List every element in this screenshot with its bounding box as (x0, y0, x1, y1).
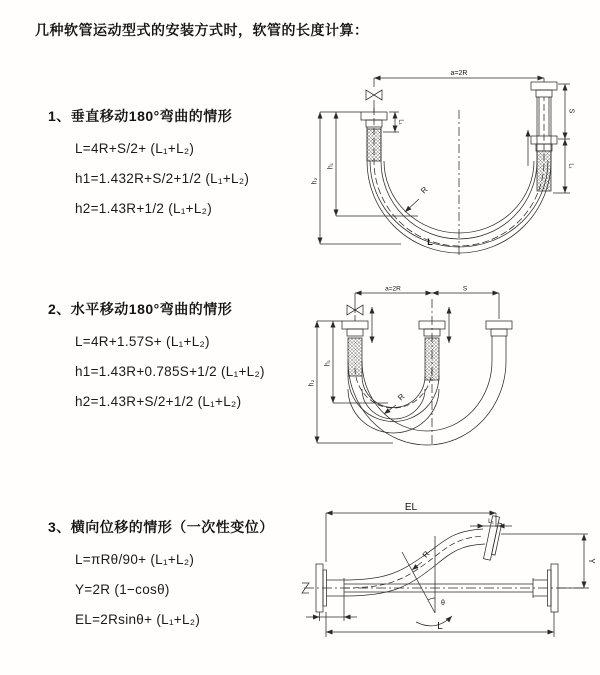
radius-label: R (420, 549, 432, 560)
diagram-lateral-displacement (296, 500, 596, 645)
dim-label-h2: h₂ (308, 379, 316, 387)
dim-label-l1: L₁ (397, 119, 404, 125)
formula-line: h1=1.43R+0.785S+1/2 (L₁+L₂) (75, 364, 265, 379)
formula-line: h1=1.432R+S/2+1/2 (L₁+L₂) (75, 171, 250, 186)
dim-l1-right (553, 139, 574, 193)
dim-label-a2r: a=2R (450, 70, 468, 77)
formula-line: h2=1.43R+S/2+1/2 (L₁+L₂) (75, 394, 242, 409)
section-3-formulas (75, 545, 274, 635)
formula-line: L=πRθ/90+ (L₁+L₂) (75, 552, 195, 567)
dim-s (432, 286, 499, 320)
length-label-l: L (427, 237, 433, 247)
s-curve-hose (344, 529, 485, 596)
u-hose (367, 97, 551, 258)
radius-label: R (396, 392, 407, 403)
section-1-heading: 1、垂直移动180°弯曲的情形 (48, 108, 233, 124)
dim-label-l1: L₁ (567, 163, 574, 169)
dim-label-s: S (567, 108, 575, 114)
right-flange-fitting (486, 321, 512, 361)
radius-callout (405, 185, 430, 212)
section-2-heading: 2、水平移动180°弯曲的情形 (48, 301, 233, 317)
dim-s (558, 84, 575, 139)
swing-arrow (416, 616, 452, 626)
radius-label: R (419, 185, 430, 196)
formula-line: Y=2R (1−cosθ) (75, 582, 170, 597)
dim-label-h2: h₂ (311, 177, 319, 185)
page-title: 几种软管运动型式的安装方式时，软管的长度计算： (35, 22, 369, 38)
formula-line: L=4R+1.57S+ (L₁+L₂) (75, 334, 210, 349)
section-2-formulas (75, 327, 265, 417)
dim-l1-left (383, 112, 404, 132)
section-lateral-displacement (48, 517, 274, 635)
dim-l1-top (470, 518, 512, 526)
diagram-vertical-180-bend (306, 66, 591, 263)
dim-l1-bottom-left (306, 598, 357, 621)
dim-label-h1: h₁ (327, 162, 335, 170)
section-vertical-movement (48, 106, 249, 224)
formula-line: EL=2Rsinθ+ (L₁+L₂) (75, 612, 201, 627)
dim-label-s: S (462, 285, 468, 293)
section-1-formulas (75, 134, 249, 224)
left-flange-fitting (342, 321, 368, 376)
dim-h1 (320, 112, 418, 216)
angle-label-theta: θ (441, 600, 445, 607)
dim-label-el: EL (404, 502, 418, 513)
dim-a2r (355, 286, 432, 314)
dim-label-h1: h₁ (324, 359, 332, 367)
formula-line: L=4R+S/2+ (L₁+L₂) (75, 141, 195, 156)
section-3-heading: 3、横向位移的情形（一次性变位） (48, 519, 274, 535)
right-flange-fittings (528, 82, 557, 191)
dim-label-y: Y (587, 558, 596, 564)
diagram-horizontal-180-bend (303, 283, 598, 463)
formula-line: h2=1.43R+1/2 (L₁+L₂) (75, 201, 213, 216)
dim-label-l1: L₁ (488, 518, 494, 525)
dim-label-l: L (437, 621, 443, 632)
dim-el (326, 502, 496, 562)
section-horizontal-movement (48, 299, 265, 417)
dim-label-a2r: a=2R (385, 285, 401, 293)
dim-y (501, 534, 596, 588)
dim-a2r (374, 70, 544, 87)
small-dim-arrows (372, 307, 449, 343)
